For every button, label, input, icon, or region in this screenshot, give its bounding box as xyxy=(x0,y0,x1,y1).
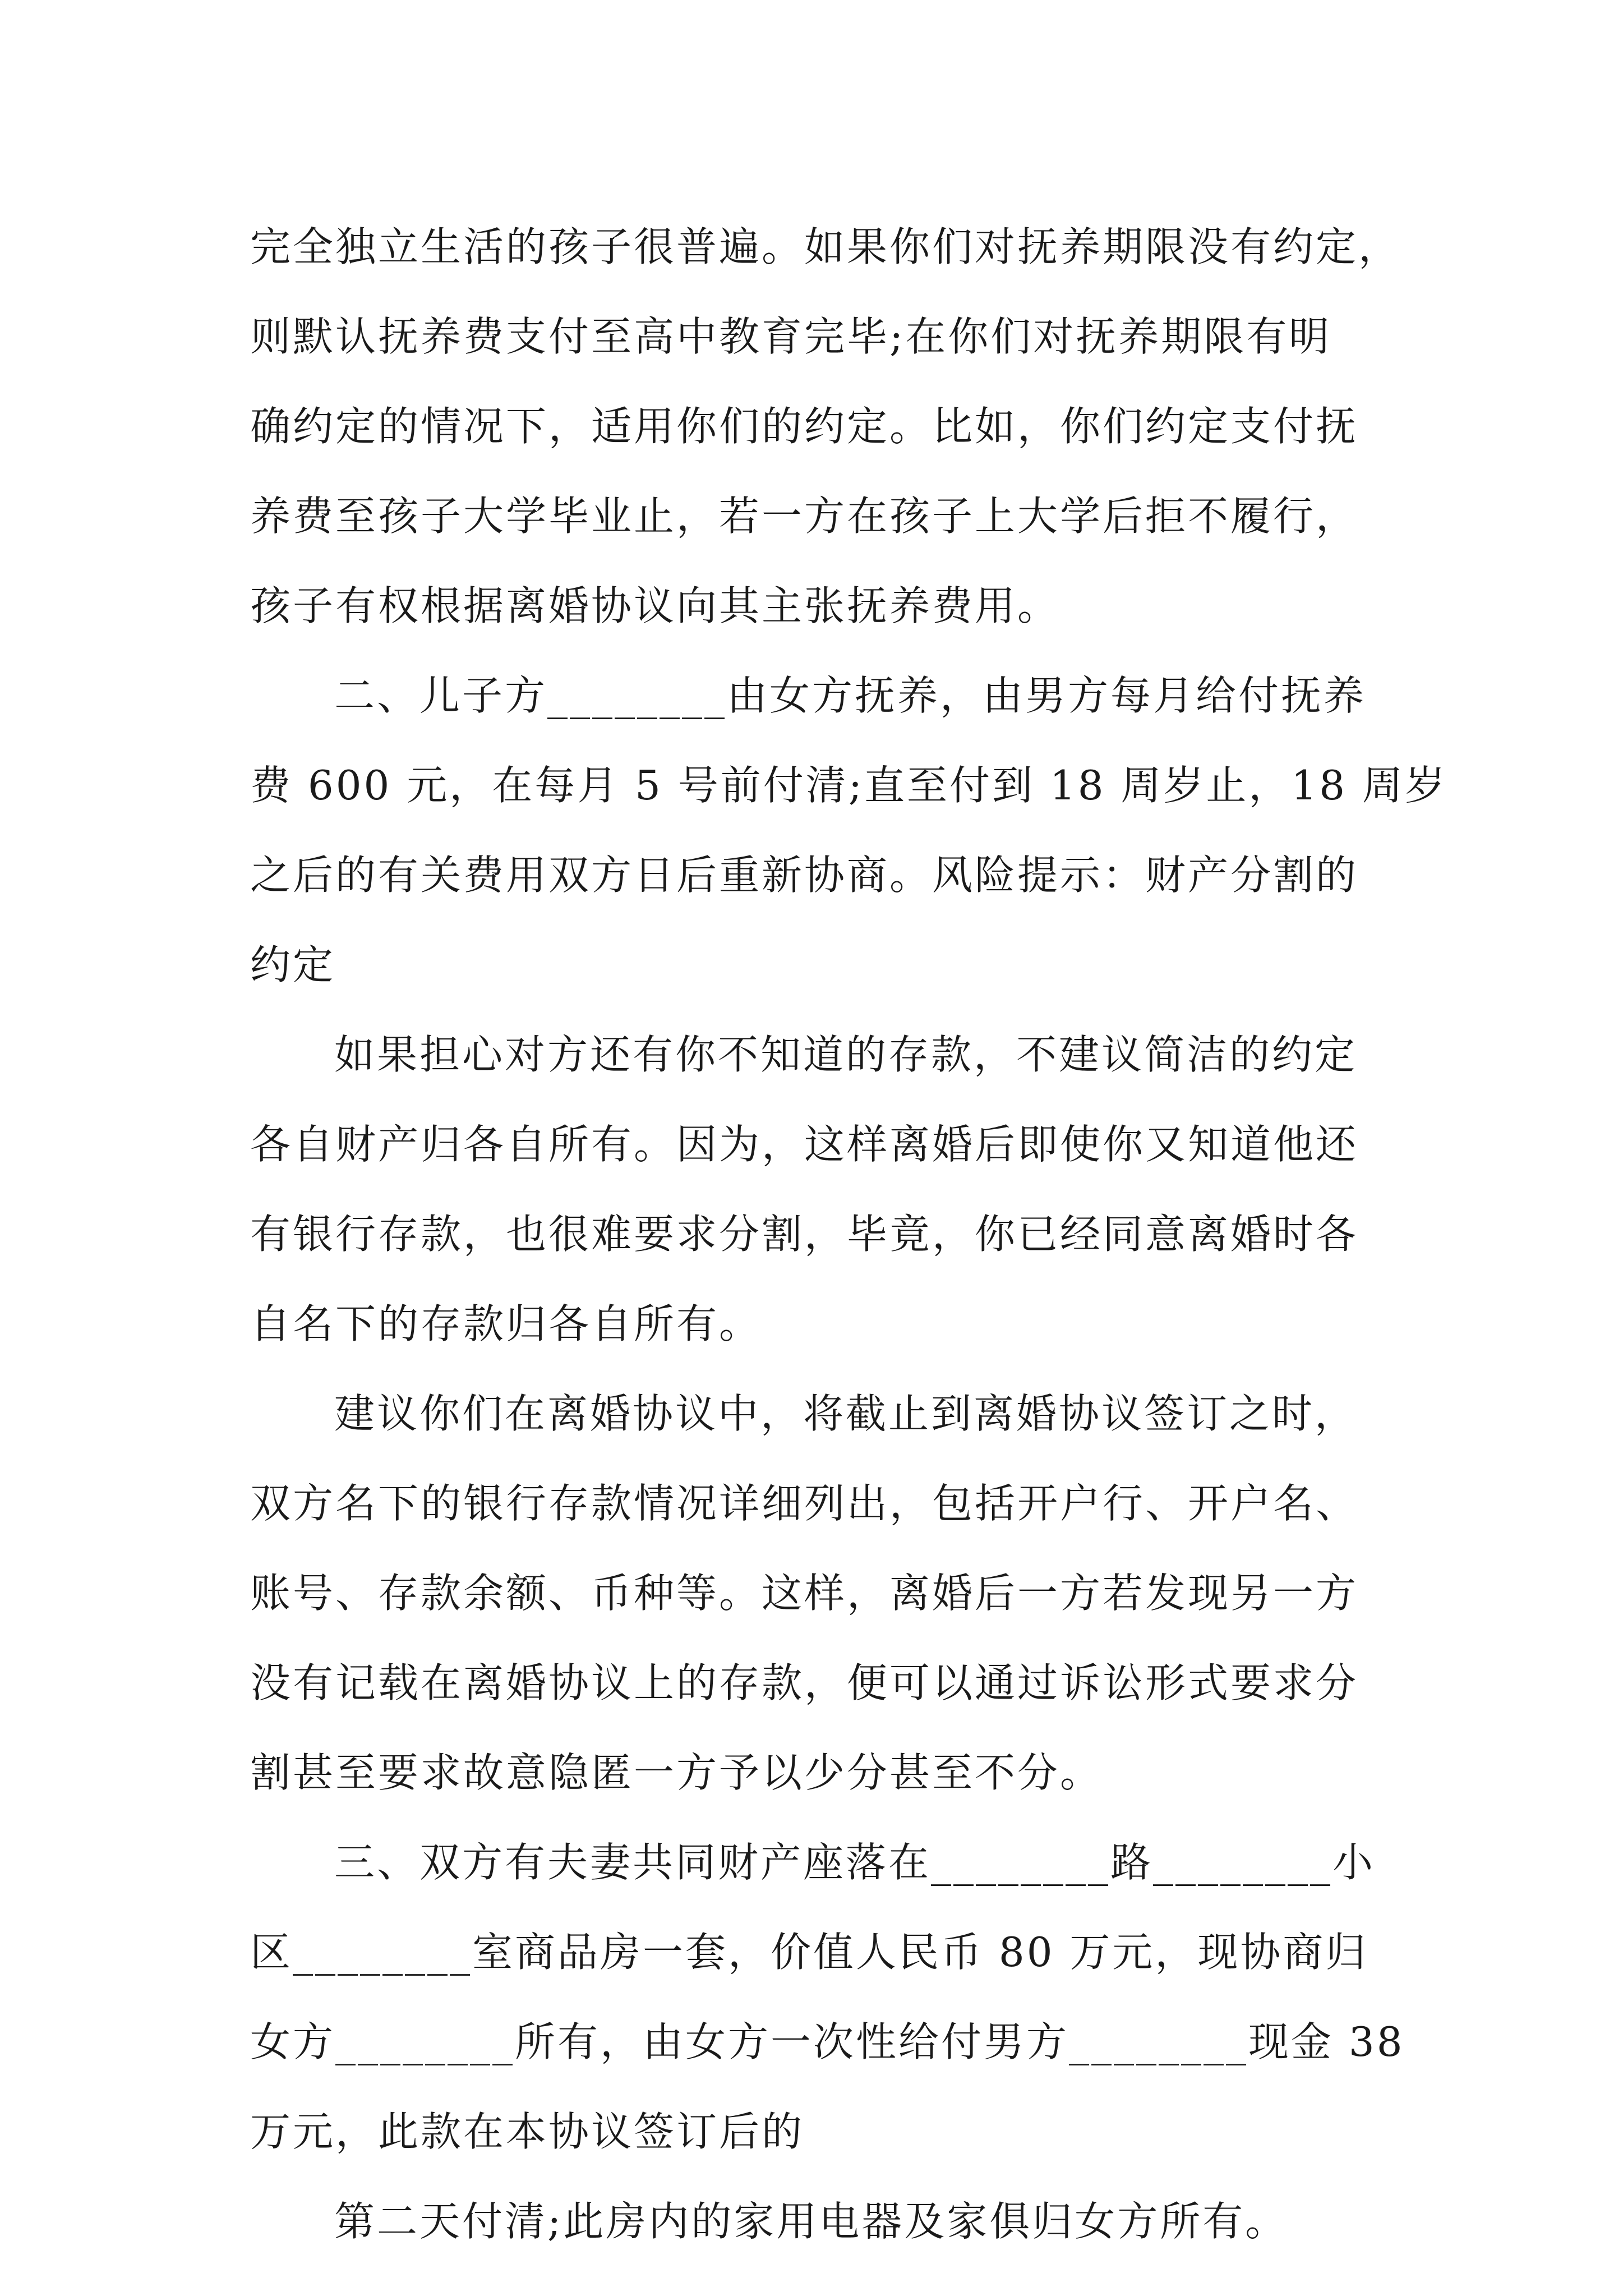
text-line xyxy=(0,1823,1623,1902)
text-line xyxy=(0,746,1623,825)
line-text: 割甚至要求故意隐匿一方予以少分甚至不分。 xyxy=(250,1749,1103,1796)
text-line xyxy=(0,1644,1623,1722)
line-text: 自名下的存款归各自所有。 xyxy=(250,1300,762,1347)
line-text: 有银行存款，也很难要求分割，毕竟，你已经同意离婚时各 xyxy=(250,1211,1359,1258)
text-line xyxy=(0,1285,1623,1363)
line-text: 万元，此款在本协议签订后的 xyxy=(250,2108,805,2155)
line-text: 第二天付清;此房内的家用电器及家俱归女方所有。 xyxy=(334,2198,1288,2245)
line-text: 之后的有关费用双方日后重新协商。风险提示：财产分割的 xyxy=(250,852,1359,899)
text-line xyxy=(0,567,1623,645)
text-line xyxy=(0,477,1623,555)
line-text: 二、儿子方________由女方抚养，由男方每月给付抚养 xyxy=(334,672,1367,719)
text-line xyxy=(0,1374,1623,1453)
text-line xyxy=(0,656,1623,735)
text-line xyxy=(0,2003,1623,2081)
line-text: 确约定的情况下，适用你们的约定。比如，你们约定支付抚 xyxy=(250,403,1359,450)
text-line xyxy=(0,836,1623,914)
line-text: 费 600 元，在每月 5 号前付清;直至付到 18 周岁止，18 周岁 xyxy=(250,762,1447,809)
text-line xyxy=(0,1913,1623,1991)
text-line xyxy=(0,2182,1623,2261)
line-text: 三、双方有夫妻共同财产座落在________路________小 xyxy=(334,1839,1376,1886)
line-text: 建议你们在离婚协议中，将截止到离婚协议签订之时， xyxy=(334,1390,1358,1437)
line-text: 没有记载在离婚协议上的存款，便可以通过诉讼形式要求分 xyxy=(250,1659,1359,1706)
text-line xyxy=(0,1105,1623,1184)
line-text: 女方________所有，由女方一次性给付男方________现金 38 xyxy=(250,2018,1405,2065)
line-text: 区________室商品房一套，价值人民币 80 万元，现协商归 xyxy=(250,1929,1368,1976)
line-text: 养费至孩子大学毕业止，若一方在孩子上大学后拒不履行， xyxy=(250,493,1359,540)
line-text: 孩子有权根据离婚协议向其主张抚养费用。 xyxy=(250,582,1061,629)
text-line xyxy=(0,2092,1623,2171)
text-line xyxy=(0,387,1623,466)
line-text: 则默认抚养费支付至高中教育完毕;在你们对抚养期限有明 xyxy=(250,313,1332,360)
text-line xyxy=(0,208,1623,286)
line-text: 双方名下的银行存款情况详细列出，包括开户行、开户名、 xyxy=(250,1480,1359,1527)
text-line xyxy=(0,1015,1623,1094)
text-line xyxy=(0,1464,1623,1543)
line-text: 如果担心对方还有你不知道的存款，不建议简洁的约定 xyxy=(334,1031,1358,1078)
line-text: 账号、存款余额、币种等。这样，离婚后一方若发现另一方 xyxy=(250,1570,1359,1617)
text-line xyxy=(0,1195,1623,1273)
text-line xyxy=(0,1554,1623,1632)
text-line xyxy=(0,926,1623,1004)
text-line xyxy=(0,1733,1623,1812)
line-text: 完全独立生活的孩子很普遍。如果你们对抚养期限没有约定， xyxy=(250,223,1401,270)
line-text: 各自财产归各自所有。因为，这样离婚后即使你又知道他还 xyxy=(250,1121,1359,1168)
text-line xyxy=(0,297,1623,376)
line-text: 约定 xyxy=(250,941,336,988)
